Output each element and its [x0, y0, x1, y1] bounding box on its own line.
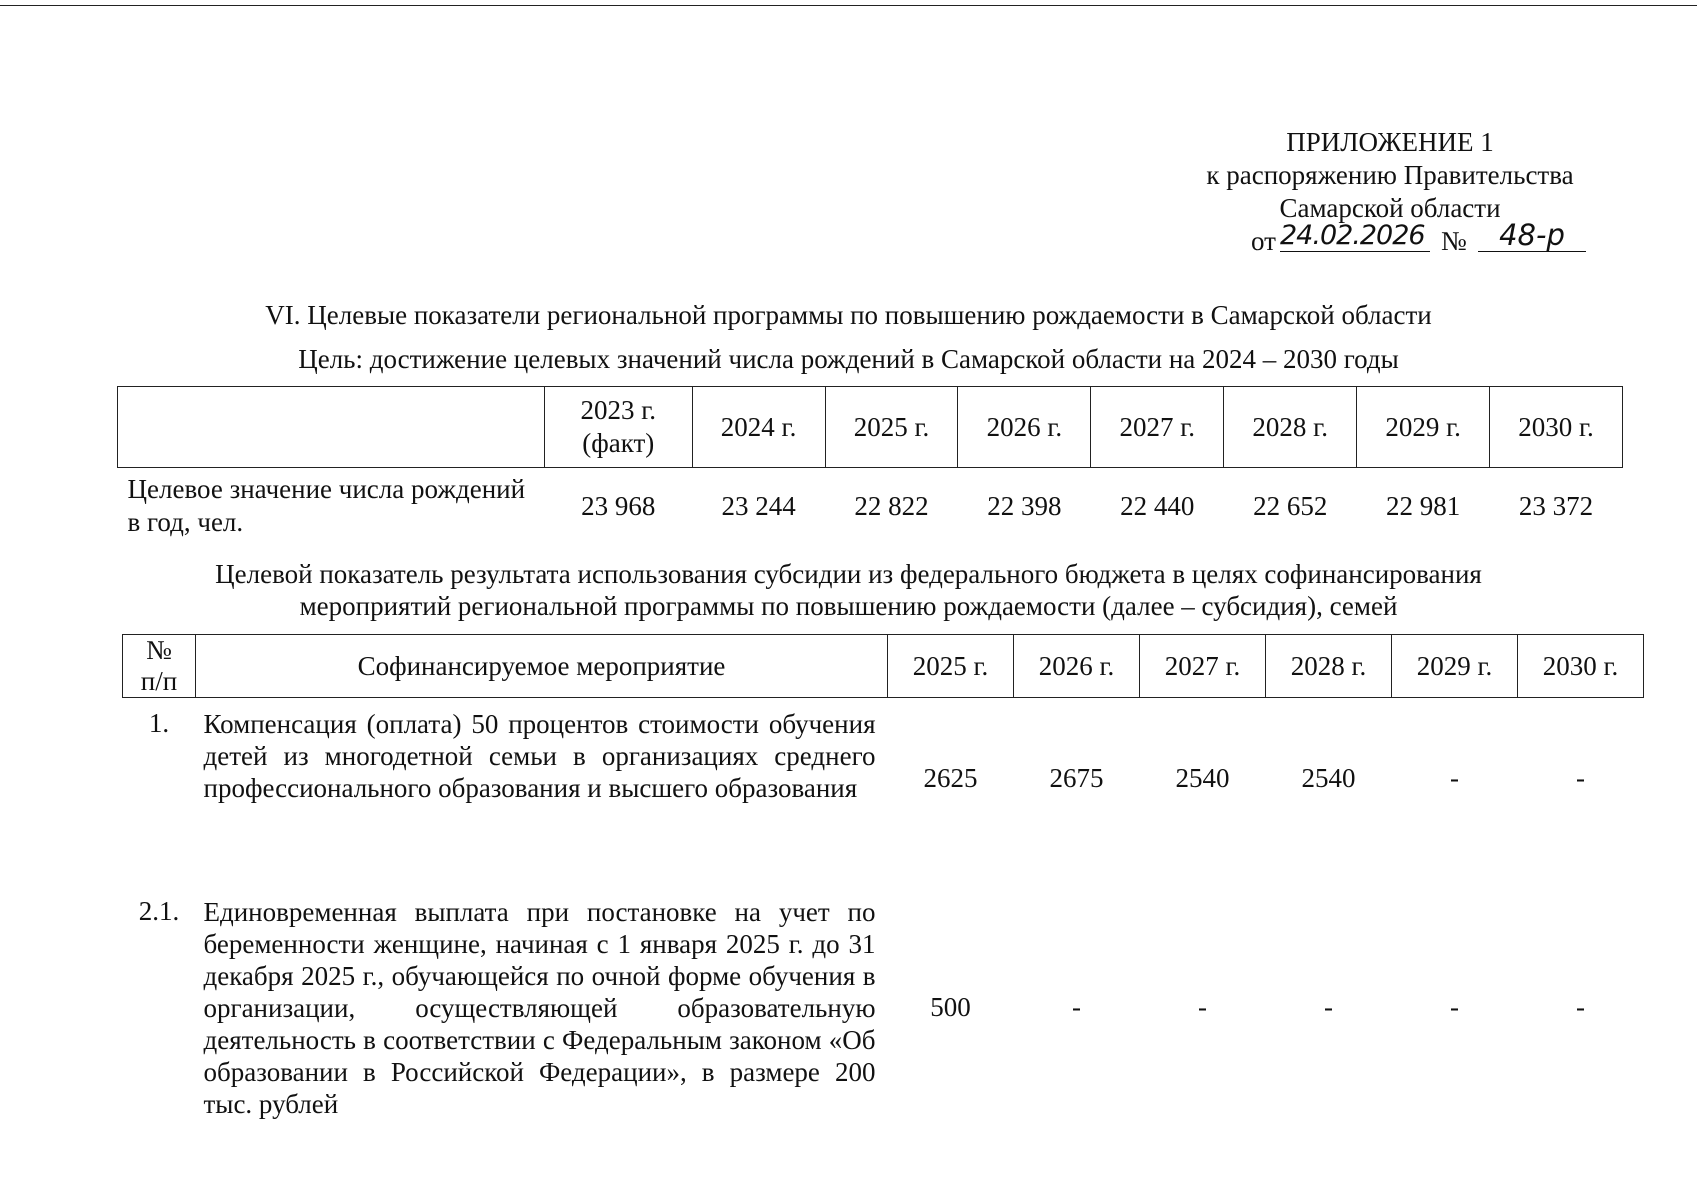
header-cell-2027: 2027 г. [1091, 387, 1224, 468]
value-2027: - [1198, 991, 1207, 1022]
header-2023-label: 2023 г. (факт) [580, 395, 657, 458]
value-2029: - [1450, 991, 1459, 1022]
appendix-line-2: к распоряжению Правительства [1206, 160, 1574, 190]
date-number-line [1160, 218, 1620, 259]
value-2026: 2675 [1049, 762, 1104, 793]
value-2024: 23 244 [721, 490, 796, 521]
value-2025: 2625 [923, 762, 978, 793]
subsidy-table-header-row [123, 635, 1644, 698]
value-2028: - [1324, 991, 1333, 1022]
header-cell-2024: 2024 г. [692, 387, 825, 468]
value-2023: 23 968 [581, 490, 656, 521]
value-2026: 22 398 [987, 490, 1062, 521]
births-table-header-row [118, 387, 1623, 468]
section-title: VI. Целевые показатели региональной программы по повышению рождаемости в Самарской области [265, 300, 1432, 330]
row-label: Целевое значение числа рождений в год, чел. [127, 474, 526, 537]
header-cell-2026: 2026 г. [1014, 635, 1140, 698]
value-2029: 22 981 [1385, 490, 1461, 521]
handwritten-number: 48-р [1478, 219, 1586, 252]
handwritten-date: 24.02.2026 [1280, 221, 1430, 252]
value-2025: 22 822 [854, 490, 929, 521]
table-row [123, 878, 1644, 1136]
value-2027: 22 440 [1120, 490, 1195, 521]
number-prefix: № [1441, 226, 1467, 256]
date-prefix: от [1251, 226, 1276, 256]
header-cell-2025: 2025 г. [825, 387, 958, 468]
header-cell-2023 [545, 387, 693, 468]
header-cell-2030: 2030 г. [1490, 387, 1623, 468]
header-cell-2029: 2029 г. [1392, 635, 1518, 698]
value-2030: - [1576, 991, 1585, 1022]
subsidy-title [0, 558, 1697, 622]
goal-title: Цель: достижение целевых значений числа рождений в Самарской области на 2024 – 2030 годы [298, 344, 1399, 374]
header-cell-event: Софинансируемое мероприятие [196, 635, 888, 698]
value-2030: - [1576, 762, 1585, 793]
header-cell-2028: 2028 г. [1224, 387, 1357, 468]
value-2028: 22 652 [1253, 490, 1328, 521]
row-description: Единовременная выплата при постановке на учет по беременности женщине, начиная с 1 января 2025 г. до 31 декабря 2025 г., обучающейся по очной форме обучения в организации, осуществляющей образовательную деятельность в соответствии с Федеральным законом «Об образовании в Российской Федерации», в размере 200 тыс. рублей [203, 897, 876, 1119]
appendix-block [1160, 126, 1620, 259]
header-cell-2028: 2028 г. [1266, 635, 1392, 698]
value-2030: 23 372 [1518, 490, 1594, 521]
row-description: Компенсация (оплата) 50 процентов стоимости обучения детей из многодетной семьи в организациях среднего профессионального образования и высшего образования [203, 709, 876, 803]
subsidy-title-text: Целевой показатель результата использования субсидии из федерального бюджета в целях софинансирования мероприятий региональной программы по повышению рождаемости (далее – субсидия), семей [215, 559, 1482, 621]
value-2027: 2540 [1175, 762, 1230, 793]
header-number-label: № п/п [140, 635, 178, 696]
value-2028: 2540 [1301, 762, 1356, 793]
value-2025: 500 [930, 991, 971, 1022]
page-top-rule [0, 5, 1697, 6]
table-row [123, 698, 1644, 879]
value-2026: - [1072, 991, 1081, 1022]
header-cell-number [123, 635, 196, 698]
header-cell-2026: 2026 г. [958, 387, 1091, 468]
header-cell-2030: 2030 г. [1518, 635, 1644, 698]
appendix-heading: ПРИЛОЖЕНИЕ 1 [1286, 127, 1494, 157]
header-cell-empty [118, 387, 545, 468]
header-cell-2027: 2027 г. [1140, 635, 1266, 698]
subsidy-target-table [122, 634, 1644, 1136]
header-cell-2025: 2025 г. [888, 635, 1014, 698]
births-target-table [117, 386, 1623, 544]
table-row [118, 468, 1623, 545]
header-cell-2029: 2029 г. [1357, 387, 1490, 468]
row-number: 1. [148, 708, 170, 738]
appendix-line-3: Самарской области [1279, 193, 1501, 223]
row-number: 2.1. [138, 896, 180, 926]
value-2029: - [1450, 762, 1459, 793]
